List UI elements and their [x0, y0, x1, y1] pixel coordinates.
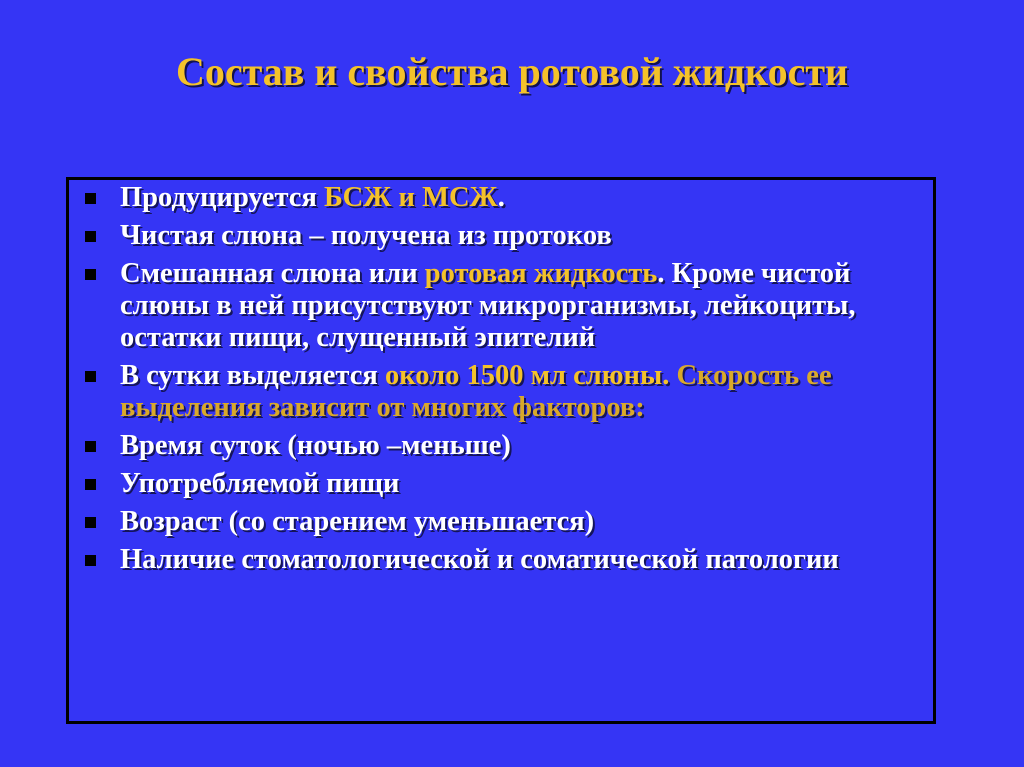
bullet-item-pure-saliva	[83, 220, 923, 252]
square-bullet-icon	[85, 479, 96, 490]
square-bullet-icon	[85, 371, 96, 382]
bullet-highlight: БСЖ и МСЖ	[324, 182, 498, 213]
bullet-item-food	[83, 468, 923, 500]
bullet-text: Чистая слюна – получена из протоков	[120, 220, 612, 251]
bullet-highlight-secondary: Скорость ее выделения зависит от многих факторов:	[120, 360, 832, 423]
bullet-item-age	[83, 506, 923, 538]
square-bullet-icon	[85, 441, 96, 452]
square-bullet-icon	[85, 231, 96, 242]
slide-title: Состав и свойства ротовой жидкости	[175, 49, 849, 94]
bullet-item-mixed-saliva	[83, 258, 923, 354]
content-box	[66, 177, 936, 724]
square-bullet-icon	[85, 193, 96, 204]
square-bullet-icon	[85, 269, 96, 280]
bullet-text: Употребляемой пищи	[120, 468, 400, 499]
bullet-highlight: ротовая жидкость	[424, 258, 658, 289]
bullet-list	[83, 182, 923, 582]
bullet-text: Продуцируется	[120, 182, 324, 213]
bullet-item-pathology	[83, 544, 923, 576]
bullet-item-daily-volume	[83, 360, 923, 424]
bullet-text: Смешанная слюна или	[120, 258, 425, 289]
bullet-text: . Кроме чистой слюны в ней присутствуют микрорганизмы, лейкоциты, остатки пищи, слущенный эпителий	[120, 258, 856, 353]
square-bullet-icon	[85, 555, 96, 566]
bullet-text: Время суток (ночью –меньше)	[120, 430, 511, 461]
bullet-item-time-of-day	[83, 430, 923, 462]
bullet-item-production	[83, 182, 923, 214]
bullet-text: .	[497, 182, 505, 213]
bullet-highlight: около 1500 мл слюны.	[384, 360, 670, 391]
bullet-text: В сутки выделяется	[120, 360, 385, 391]
square-bullet-icon	[85, 517, 96, 528]
bullet-text: Наличие стоматологической и соматической патологии	[120, 544, 839, 575]
bullet-text: Возраст (со старением уменьшается)	[120, 506, 595, 537]
